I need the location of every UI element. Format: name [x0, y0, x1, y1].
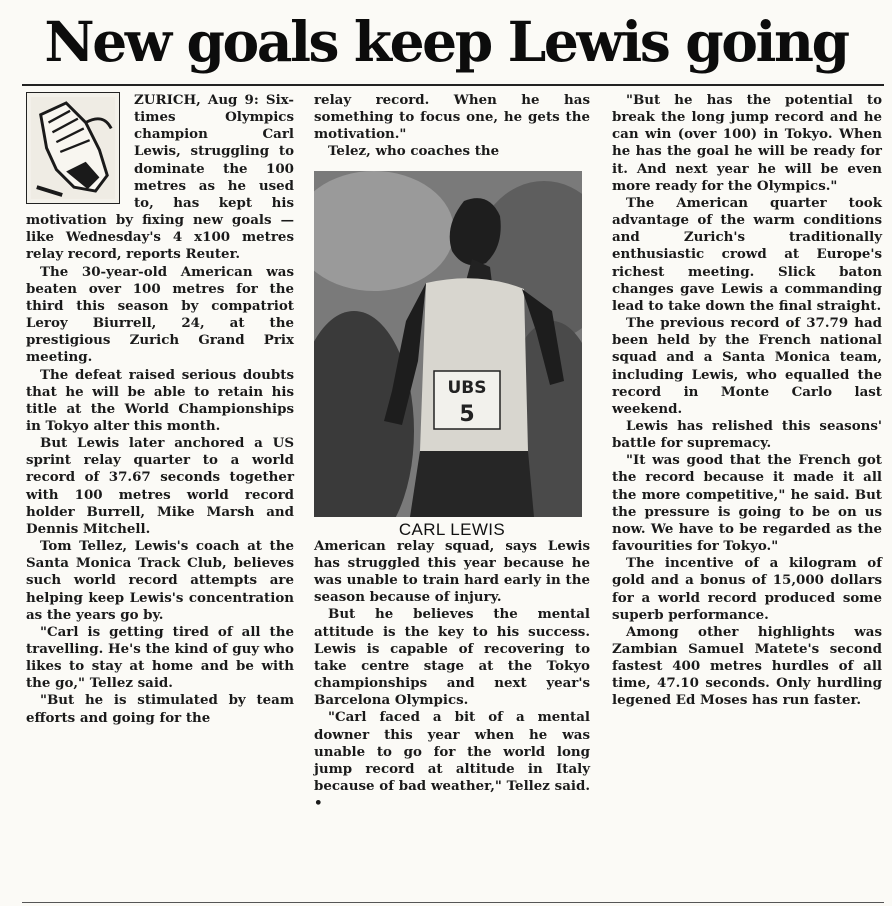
article-column-2 [314, 92, 590, 812]
article-paragraph: ZURICH, Aug 9: Six-times Olympics champion Carl Lewis, struggling to dominate the 100 metres as he used to, has kept his motivation by fixing new goals — like Wednesday's 4 x100 metres relay record, reports Reuter. [26, 92, 294, 263]
article-paragraph: The incentive of a kilogram of gold and a bonus of 15,000 dollars for a world record produced some superb performance. [612, 555, 882, 623]
article-paragraph: "But he has the potential to break the long jump record and he can win (over 100) in Tokyo. When he has the goal he will be ready for it. And next year he will be even more ready for the Olympics." [612, 92, 882, 194]
article-paragraph: "Carl is getting tired of all the travelling. He's the kind of guy who likes to stay at home and be with the go," Tellez said. [26, 623, 294, 692]
headline-rule [22, 84, 884, 86]
article-paragraph: The defeat raised serious doubts that he will be able to retain his title at the World Championships in Tokyo alter this month. [26, 366, 294, 434]
article-column-1 [26, 92, 294, 727]
bib-text: UBS [447, 377, 487, 398]
article-paragraph: Tom Tellez, Lewis's coach at the Santa Monica Track Club, believes such world record attempts are helping keep Lewis's concentration as the years go by. [26, 538, 294, 623]
article-paragraph: The American quarter took advantage of the warm conditions and Zurich's traditionally enthusiastic crowd at Europe's richest meeting. Slick baton changes gave Lewis a commanding lead to take down the final straight. [612, 194, 882, 314]
running-shoe-icon [27, 93, 119, 203]
article-paragraph: American relay squad, says Lewis has struggled this year because he was unable to train hard early in the season because of injury. [314, 537, 590, 606]
headline: New goals keep Lewis going [44, 9, 848, 74]
article-column-3 [612, 92, 882, 710]
athlete-photo [314, 171, 582, 517]
article-paragraph: Lewis has relished this seasons' battle for supremacy. [612, 417, 882, 452]
article-paragraph: "But he is stimulated by team efforts and going for the [26, 692, 294, 726]
article-paragraph: The previous record of 37.79 had been held by the French national squad and a Santa Monica team, including Lewis, who equalled the record in Monte Carlo last weekend. [612, 315, 882, 417]
article-paragraph: "It was good that the French got the record because it made it all the more competitive," he said. But the pressure is going to be on us now. We have to be regarded as the favourities for Tokyo." [612, 452, 882, 555]
photo-caption: CARL LEWIS [398, 519, 506, 539]
article-paragraph: But he believes the mental attitude is the key to his success. Lewis is capable of recovering to take centre stage at the Tokyo championships and next year's Barcelona Olympics. [314, 606, 590, 709]
article-paragraph: "Carl faced a bit of a mental downer this year when he was unable to go for the world long jump record at altitude in Italy because of bad weather," Tellez said. • [314, 709, 590, 812]
bottom-rule [22, 902, 884, 903]
article-paragraph: Telez, who coaches the [328, 143, 500, 160]
article-paragraph: relay record. When he has something to focus one, he gets the motivation." [314, 92, 590, 143]
sports-section-logo [26, 92, 120, 204]
article-paragraph: But Lewis later anchored a US sprint relay quarter to a world record of 37.67 seconds together with 100 metres world record holder Burrell, Mike Marsh and Dennis Mitchell. [26, 435, 294, 537]
bib-number: 5 [459, 401, 475, 427]
article-paragraph: Among other highlights was Zambian Samuel Matete's second fastest 400 metres hurdles of all time, 47.10 seconds. Only hurdling legened Ed Moses has run faster. [612, 623, 882, 709]
article-paragraph: The 30-year-old American was beaten over 100 metres for the third this season by compatriot Leroy Biurrell, 24, at the prestigious Zurich Grand Prix meeting. [26, 263, 294, 366]
